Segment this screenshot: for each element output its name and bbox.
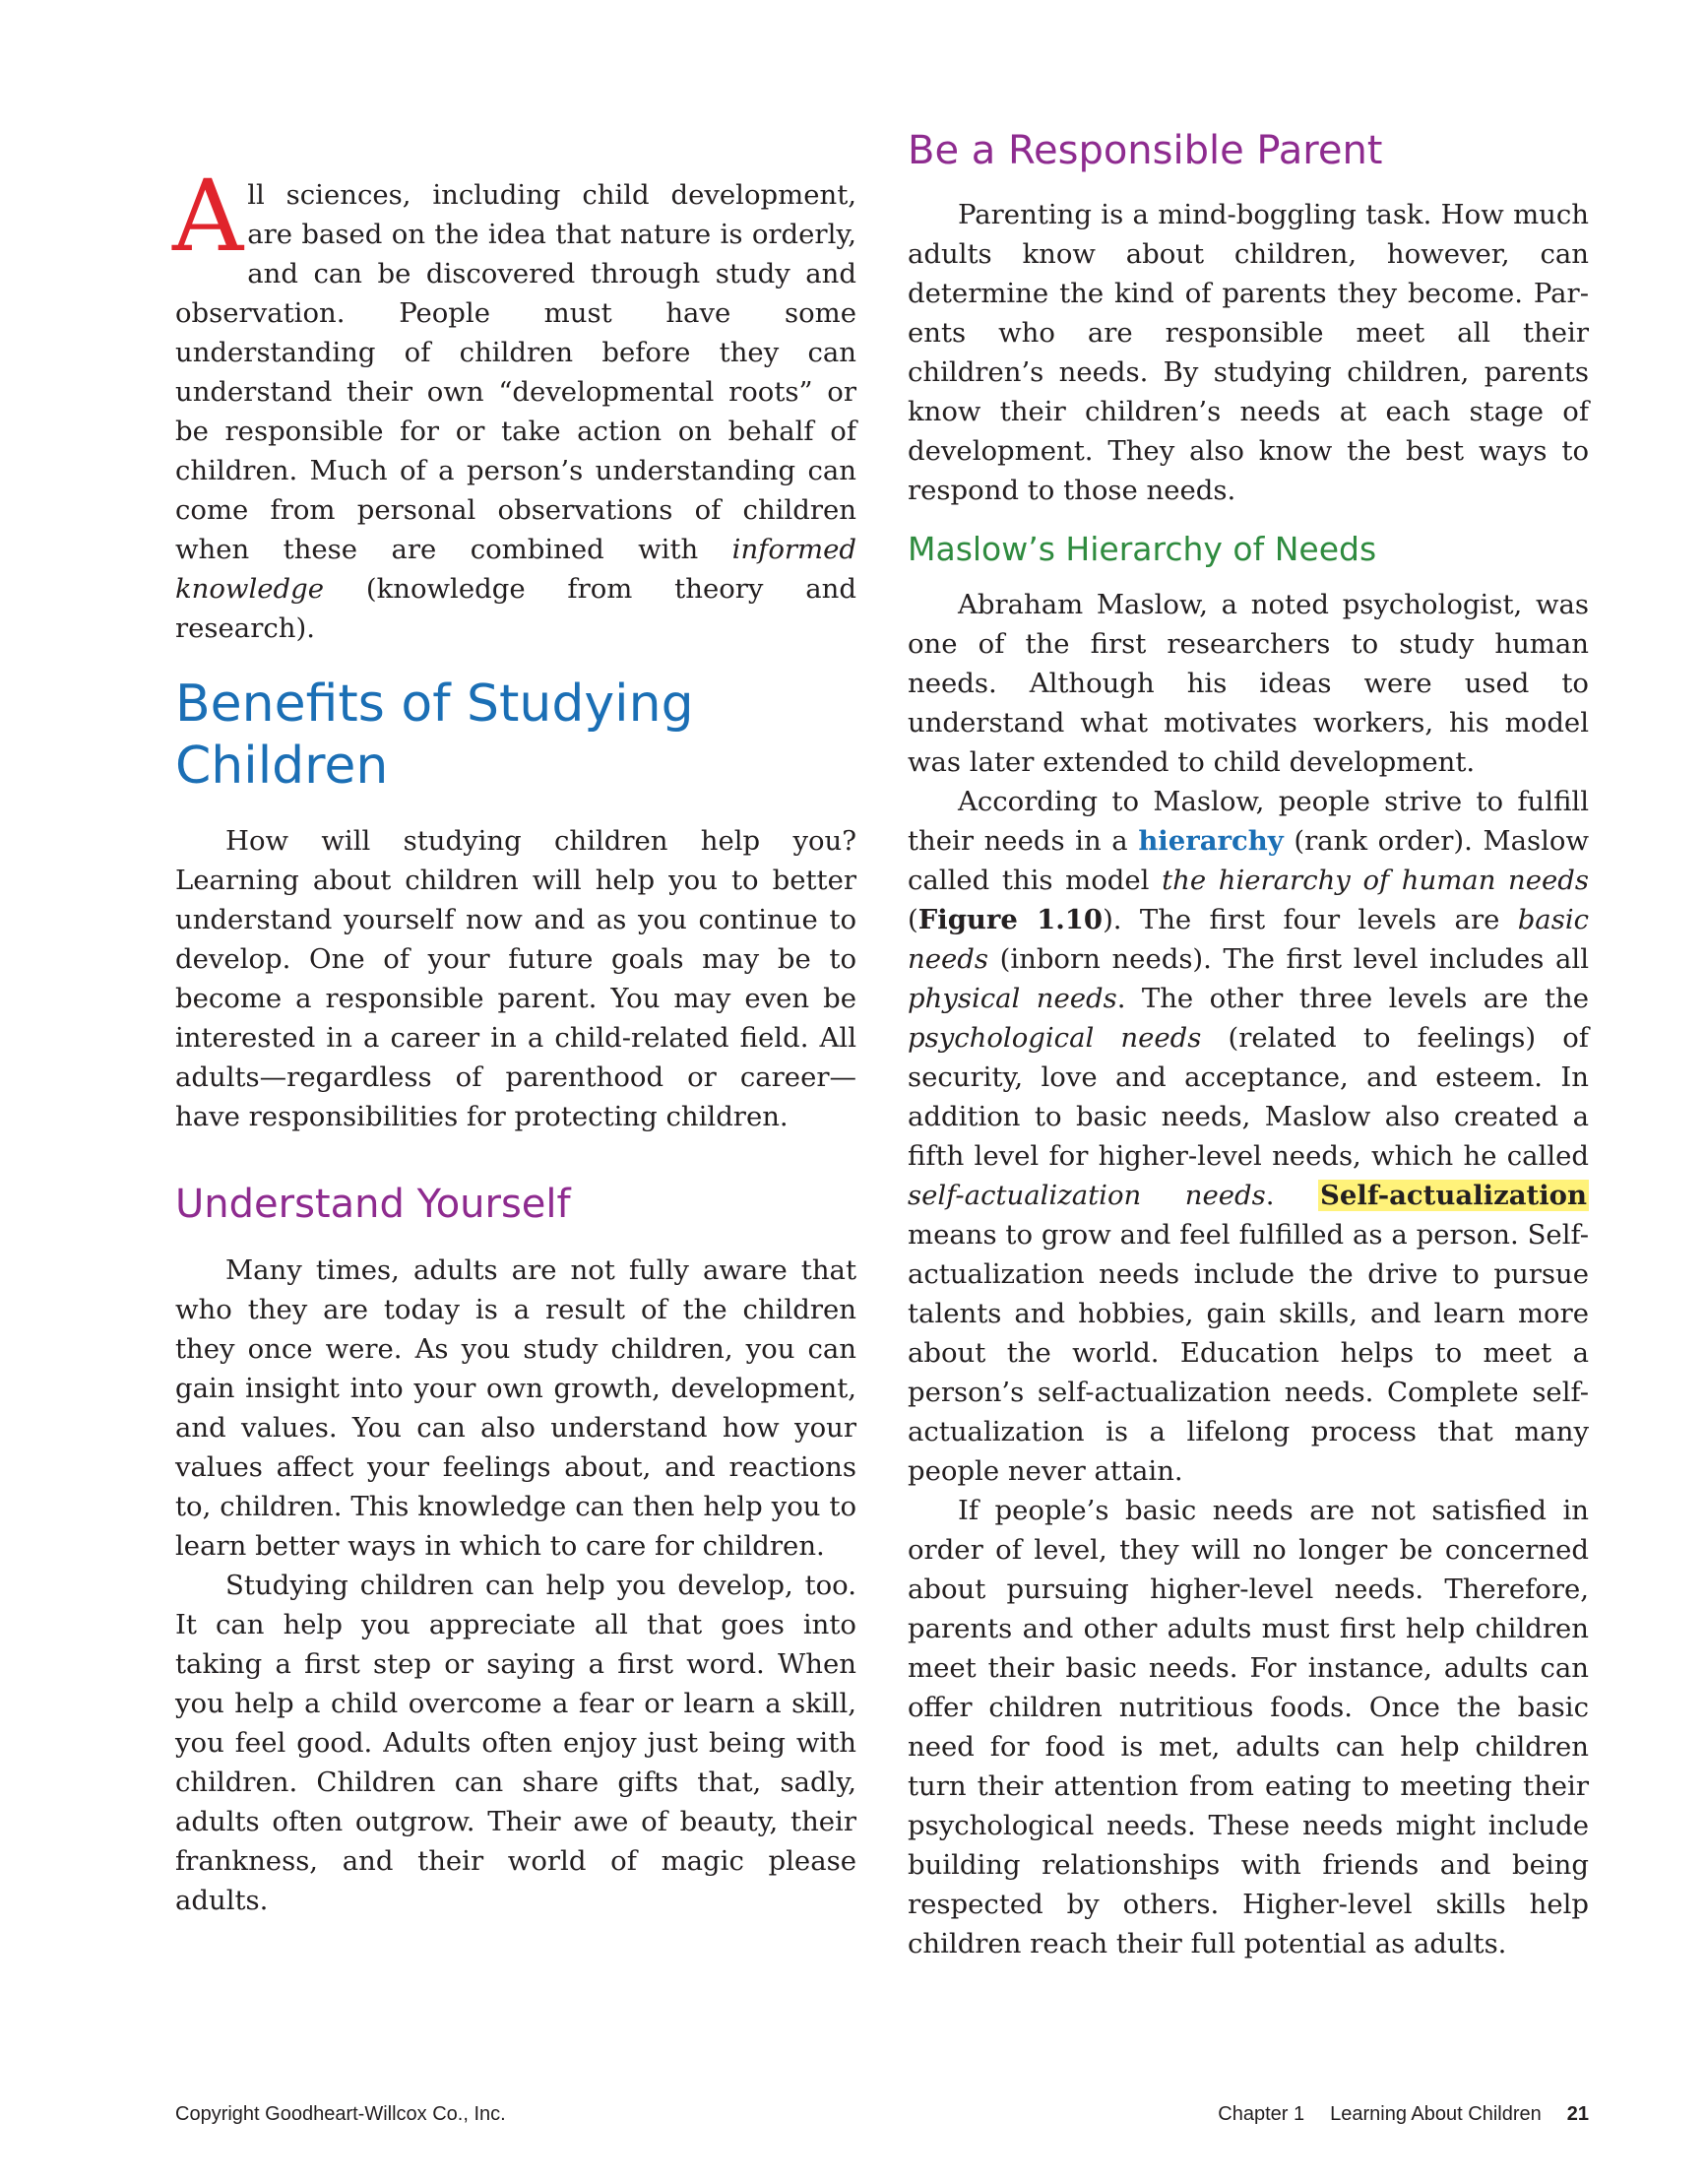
subheading-responsible-parent: Be a Responsible Parent [908,128,1383,173]
section-heading-benefits: Benefits of Studying Children [175,674,694,796]
footer-chapter-info [1192,2103,1589,2126]
figure-reference[interactable]: Figure 1.10 [917,904,1104,935]
benefits-paragraph-block [175,821,856,1136]
drop-cap: A [172,159,244,274]
maslow-paragraph-2: According to Maslow, people strive to fulfill their needs in a hierarchy (rank order). Maslow called this model the hierarchy of human needs (Figure 1.10). The first four levels are basic needs (inborn needs). The first level includes all physical needs. The other three levels are the psychological needs (related to feelings) of security, love and acceptance, and esteem. In addition to basic needs, Maslow also created a fifth level for higher-level needs, which he called self-actualization needs. Self-actualization means to grow and feel fulfilled as a person. Self-actualization needs include the drive to pursue talents and hobbies, gain skills, and learn more about the world. Education helps to meet a person’s self-actualization needs. Complete self-actualization is a lifelong process that many people never attain. [908,786,1590,1487]
intro-paragraph: All sciences, including child development, are based on the idea that nature is orderly, and can be discovered through study and observation. People must have some understanding of children before they can understand their own “developmental roots” or be responsible for or take action on behalf of children. Much of a person’s understanding can come from personal observations of children when these are combined with informed knowledge (knowledge from theory and research). [172,159,856,644]
maslow-paragraph-3: If people’s basic needs are not satisfied in order of level, they will no longer be concerned about pursuing higher-level needs. Therefore, parents and other adults must first help children meet their basic needs. For instance, adults can offer children nutritious foods. Once the basic need for food is met, adults can help children turn their attention from eating to meeting their psychological needs. These needs might include building relationships with friends and being respected by others. Higher-level skills help children reach their full potential as adults. [908,1495,1589,1959]
maslow-paragraph-1: Abraham Maslow, a noted psychologist, was one of the first researchers to study human needs. Although his ideas were used to understand what motivates workers, his model was later extended to child development. [908,589,1589,778]
page-number: 21 [1566,2103,1589,2125]
benefits-paragraph: How will studying children help you? Learning about children will help you to better understand yourself now and as you continue to develop. One of your future goals may be to become a responsible parent. You may even be interested in a career in a child-related field. All adults—regardless of parenthood or career—have responsibilities for protecting children. [175,825,856,1132]
maslow-paragraphs-block [908,585,1589,1963]
subheading-maslow: Maslow’s Hierarchy of Needs [908,530,1377,568]
parent-paragraph-block [908,195,1589,510]
intro-paragraph-block [172,159,856,648]
subheading-understand-yourself: Understand Yourself [175,1182,571,1227]
footer-chapter: Chapter 1 [1218,2103,1305,2125]
understand-paragraph-2: Studying children can help you develop, too. It can help you appreciate all that goes into taking a first step or saying a first word. When you help a child overcome a fear or learn a skill, you feel good. Adults often enjoy just being with children. Children can share gifts that, sadly, adults often outgrow. Their awe of beauty, their frankness, and their world of magic please adults. [175,1570,856,1916]
understand-paragraphs-block [175,1251,856,1920]
key-term-self-actualization: Self-actualization [1320,1180,1588,1211]
footer-chapter-title: Learning About Children [1330,2103,1542,2125]
understand-paragraph-1: Many times, adults are not fully aware that who they are today is a result of the children they once were. As you study children, you can gain insight into your own growth, development, and values. You can also understand how your values affect your feelings about, and reactions to, children. This knowledge can then help you to learn better ways in which to care for children. [175,1254,856,1562]
key-term-hierarchy: hierarchy [1138,825,1284,857]
footer-copyright: Copyright Goodheart-Willcox Co., Inc. [175,2103,506,2125]
parent-paragraph: Parenting is a mind-boggling task. How much adults know about children, however, can determine the kind of parents they become. Parents who are responsible meet all their children’s needs. By studying children, parents know their children’s needs at each stage of development. They also know the best ways to respond to those needs. [908,199,1589,506]
